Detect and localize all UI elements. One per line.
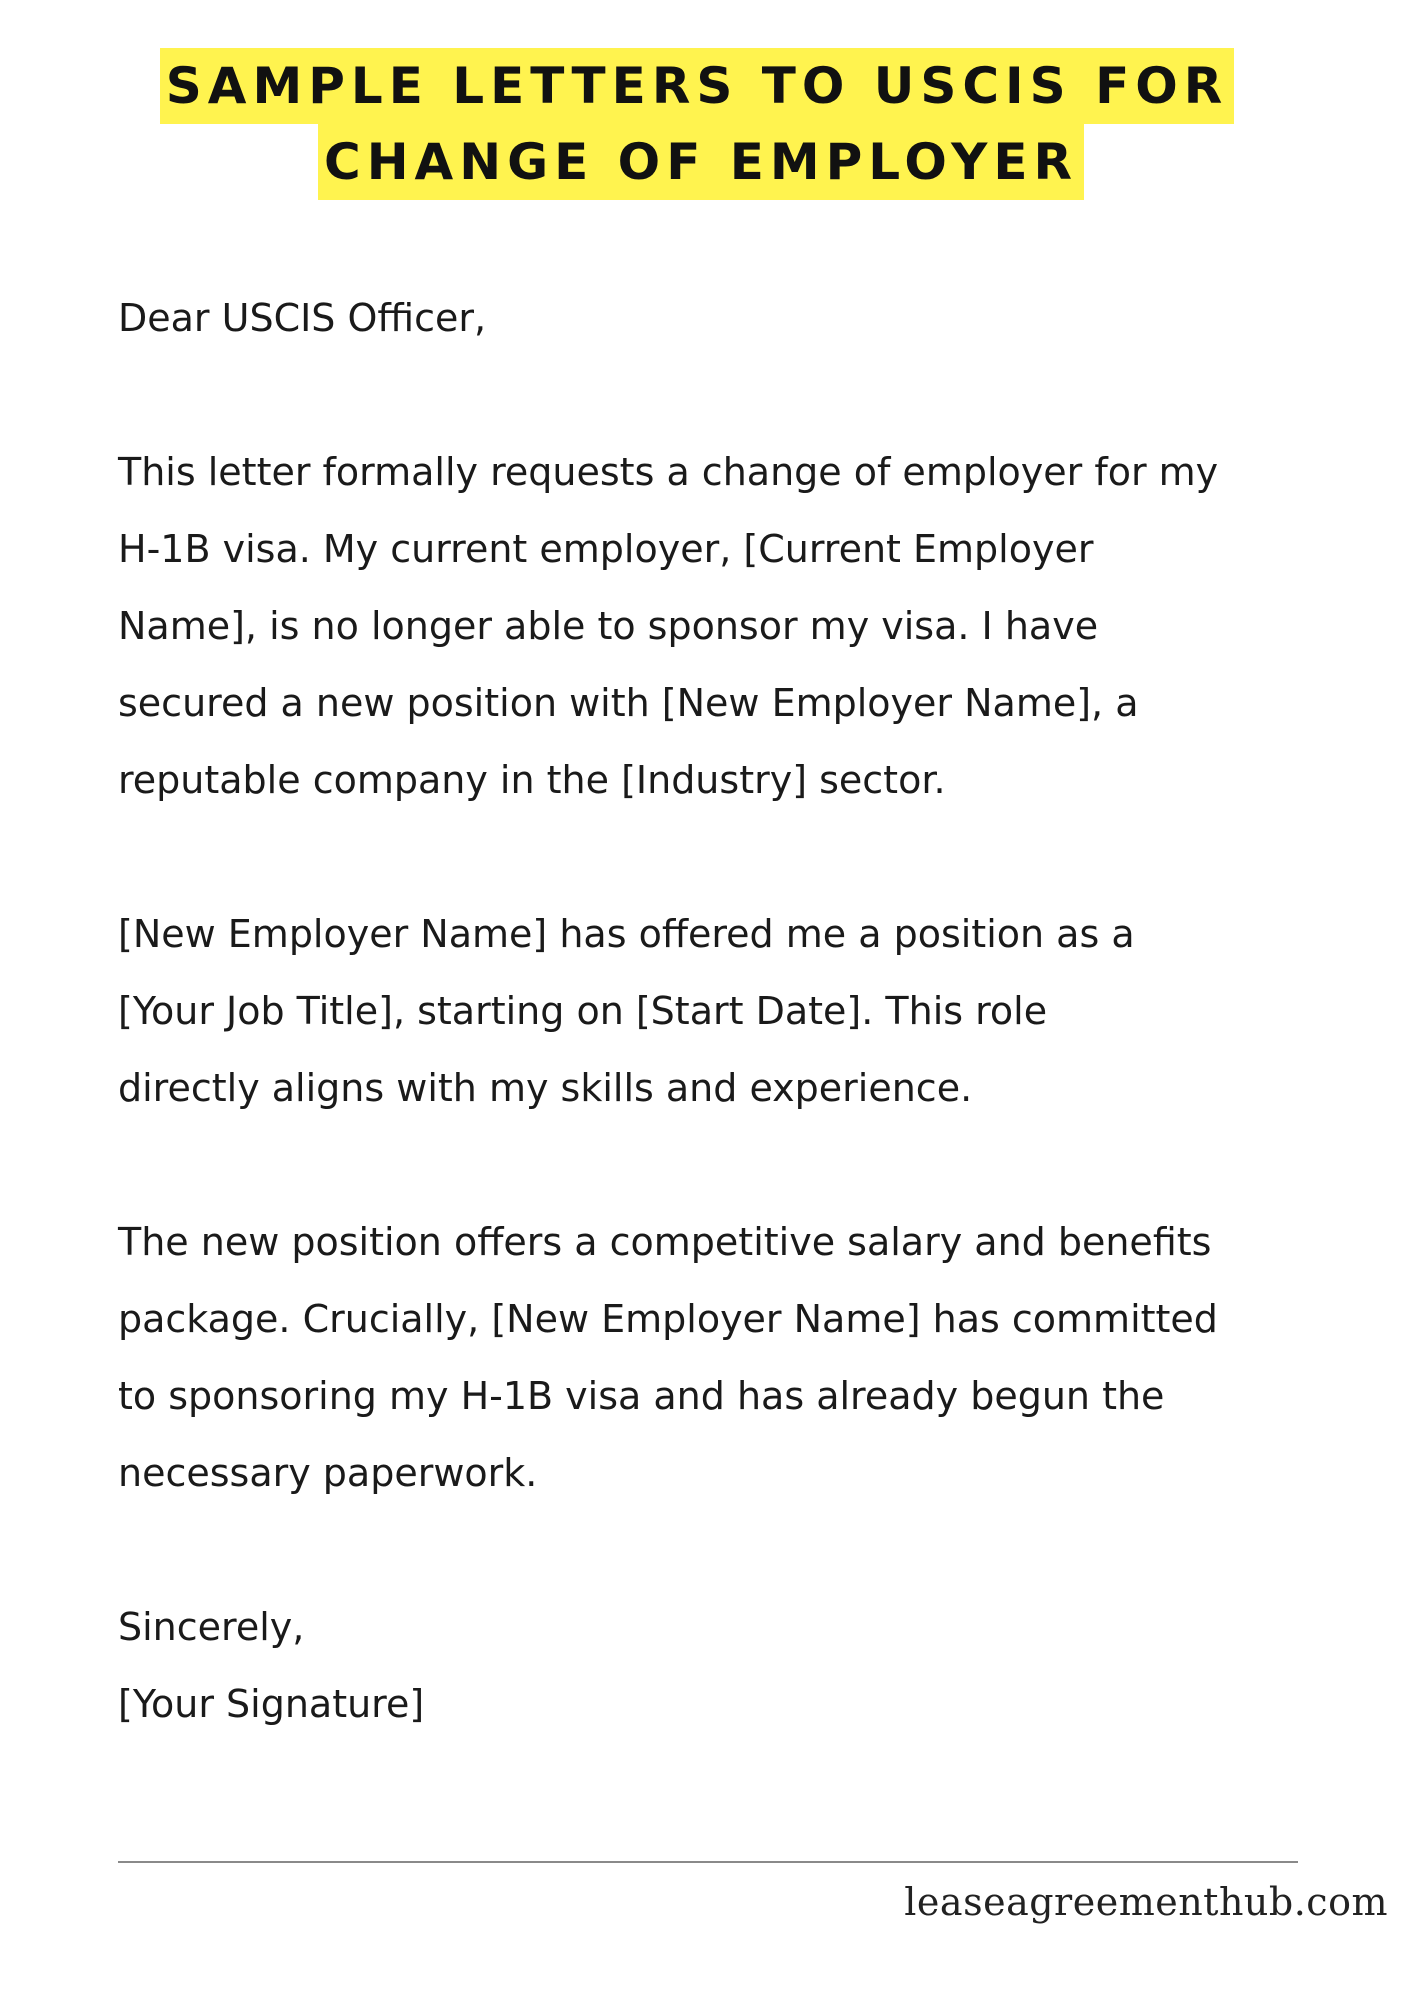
paragraph-1-line-1: This letter formally requests a change of employer for my	[118, 450, 1219, 494]
signature-placeholder: [Your Signature]	[118, 1682, 425, 1726]
footer-divider	[118, 1861, 1298, 1863]
paragraph-3-line-2: package. Crucially, [New Employer Name] has committed	[118, 1297, 1218, 1341]
paragraph-gap	[118, 1127, 1348, 1204]
paragraph-1-line-4: secured a new position with [New Employer Name], a	[118, 681, 1139, 725]
paragraph-2-line-3: directly aligns with my skills and experience.	[118, 1066, 973, 1110]
title-line-2: CHANGE OF EMPLOYER	[318, 124, 1084, 200]
paragraph-3-line-3: to sponsoring my H-1B visa and has already begun the	[118, 1374, 1165, 1418]
paragraph-3-line-4: necessary paperwork.	[118, 1451, 538, 1495]
paragraph-gap	[118, 1512, 1348, 1589]
paragraph-1-line-3: Name], is no longer able to sponsor my visa. I have	[118, 604, 1099, 648]
paragraph-2-line-2: [Your Job Title], starting on [Start Date]. This role	[118, 989, 1048, 1033]
paragraph-2-line-1: [New Employer Name] has offered me a position as a	[118, 912, 1135, 956]
paragraph-3-line-1: The new position offers a competitive salary and benefits	[118, 1220, 1212, 1264]
salutation: Dear USCIS Officer,	[118, 296, 487, 340]
letter-body	[118, 280, 1348, 1743]
site-footer-text: leaseagreementhub.com	[904, 1880, 1388, 1924]
paragraph-1-line-5: reputable company in the [Industry] sector.	[118, 758, 946, 802]
page-title	[0, 48, 1414, 200]
title-line-1: SAMPLE LETTERS TO USCIS FOR	[160, 48, 1235, 124]
paragraph-gap	[118, 819, 1348, 896]
paragraph-gap	[118, 357, 1348, 434]
closing: Sincerely,	[118, 1605, 305, 1649]
paragraph-1-line-2: H-1B visa. My current employer, [Current Employer	[118, 527, 1094, 571]
